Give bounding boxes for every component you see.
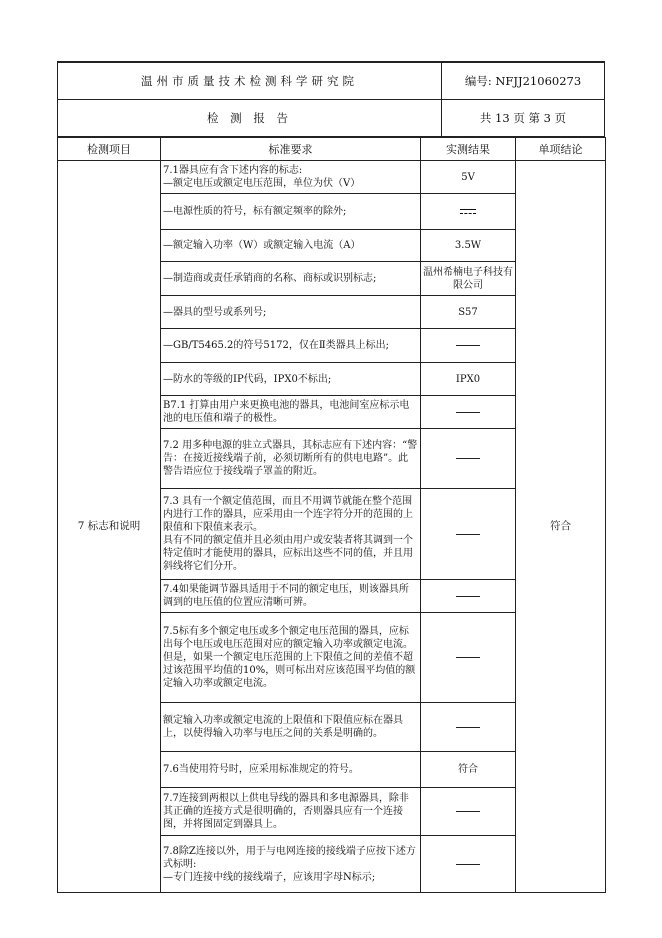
requirement-cell: 7.1器具应有含下述内容的标志: —额定电压或额定电压范围，单位为伏（V） [161, 161, 421, 194]
requirement-cell: B7.1 打算由用户来更换电池的器具，电池间室应标示电池的电压值和端子的极性。 [161, 396, 421, 429]
report-header [57, 61, 605, 137]
col-header-requirement: 标准要求 [161, 138, 421, 161]
report-number: 编号: NFJJ21060273 [442, 62, 605, 100]
result-cell: 符合 [421, 752, 516, 788]
inspection-table [57, 137, 606, 893]
not-applicable-dash-icon [456, 811, 480, 812]
section-item: 7 标志和说明 [58, 161, 161, 893]
result-cell [421, 429, 516, 489]
col-header-item: 检测项目 [58, 138, 161, 161]
requirement-cell: —额定输入功率（W）或额定输入电流（A） [161, 230, 421, 262]
not-applicable-dash-icon [456, 458, 480, 459]
result-cell [421, 329, 516, 363]
requirement-cell: —电源性质的符号，标有额定频率的除外; [161, 194, 421, 230]
requirement-cell: 7.7连接到两根以上供电导线的器具和多电源器具，除非其正确的连接方式是很明确的，否则器具应有一个连接图，并将图固定到器具上。 [161, 788, 421, 836]
not-applicable-dash-icon [456, 534, 480, 535]
dc-symbol-icon [460, 208, 476, 216]
report-title: 检 测 报 告 [58, 100, 442, 137]
requirement-cell: —防水的等级的IP代码，IPX0不标出; [161, 363, 421, 396]
requirement-cell: 7.6当使用符号时，应采用标准规定的符号。 [161, 752, 421, 788]
result-cell [421, 613, 516, 703]
not-applicable-dash-icon [456, 657, 480, 658]
result-cell [421, 836, 516, 893]
not-applicable-dash-icon [456, 596, 480, 597]
not-applicable-dash-icon [456, 412, 480, 413]
requirement-cell: 7.4如果能调节器具适用于不同的额定电压，则该器具所调到的电压值的位置应清晰可辨。 [161, 580, 421, 613]
requirement-cell: 7.5标有多个额定电压或多个额定电压范围的器具，应标出每个电压或电压范围对应的额定输入功率或额定电流。但是，如果一个额定电压范围的上下限值之间的差值不超过该范围平均值的10%，则可标出对应该范围平均值的额定输入功率或额定电流。 [161, 613, 421, 703]
section-conclusion: 符合 [516, 161, 606, 893]
requirement-cell: 7.8除Z连接以外，用于与电网连接的接线端子应按下述方式标明: —专门连接中线的接线端子，应该用字母N标示; [161, 836, 421, 893]
result-cell: 温州希楠电子科技有限公司 [421, 262, 516, 296]
requirement-cell: 额定输入功率或额定电流的上限值和下限值应标在器具上，以使得输入功率与电压之间的关系是明确的。 [161, 703, 421, 752]
requirement-cell: —器具的型号或系列号; [161, 296, 421, 329]
result-cell [421, 703, 516, 752]
result-cell [421, 788, 516, 836]
requirement-cell: —制造商或责任承销商的名称、商标或识别标志; [161, 262, 421, 296]
result-cell: S57 [421, 296, 516, 329]
result-cell [421, 580, 516, 613]
not-applicable-dash-icon [456, 727, 480, 728]
result-cell: IPX0 [421, 363, 516, 396]
result-cell: 5V [421, 161, 516, 194]
page-info: 共 13 页 第 3 页 [442, 100, 605, 137]
result-cell: 3.5W [421, 230, 516, 262]
requirement-cell: 7.2 用多种电源的驻立式器具，其标志应有下述内容：“警告：在接近接线端子前，必须切断所有的供电电路”。此警告语应位于接线端子罩盖的附近。 [161, 429, 421, 489]
requirement-cell: —GB/T5465.2的符号5172，仅在Ⅱ类器具上标出; [161, 329, 421, 363]
requirement-cell: 7.3 具有一个额定值范围，而且不用调节就能在整个范围内进行工作的器具，应采用由一个连字符分开的范围的上限值和下限值来表示。 具有不同的额定值并且必须由用户或安装者将其调到一个特定值时才能使用的器具，应标出这些不同的值，并且用斜线将它们分开。 [161, 489, 421, 580]
col-header-result: 实测结果 [421, 138, 516, 161]
result-cell [421, 489, 516, 580]
col-header-conclusion: 单项结论 [516, 138, 606, 161]
result-cell [421, 396, 516, 429]
institute-name: 温州市质量技术检测科学研究院 [58, 62, 442, 100]
result-cell [421, 194, 516, 230]
not-applicable-dash-icon [456, 864, 480, 865]
not-applicable-dash-icon [456, 345, 480, 346]
